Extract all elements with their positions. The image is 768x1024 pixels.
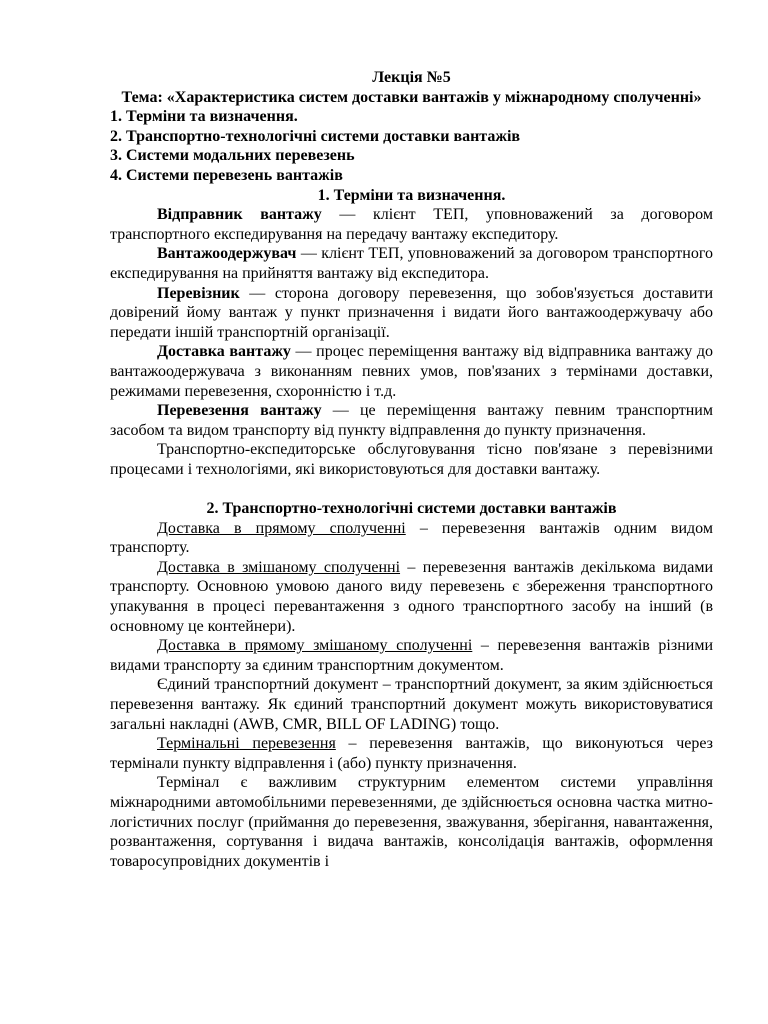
- section1-heading: 1. Терміни та визначення.: [317, 186, 506, 204]
- paragraph-terminal: [110, 773, 713, 871]
- paragraph-forwarding-service: [110, 440, 713, 479]
- paragraph-single-document: [110, 675, 713, 734]
- blank-line: [110, 479, 713, 499]
- definition-transportation: [110, 401, 713, 440]
- term-label: Перевізник: [157, 284, 240, 302]
- toc-item-3: 3. Системи модальних перевезень: [110, 147, 355, 165]
- toc-item-1: 1. Терміни та визначення.: [110, 108, 298, 126]
- term-label: Перевезення вантажу: [157, 402, 322, 420]
- lecture-topic: Тема: «Характеристика систем доставки вантажів у міжнародному сполученні»: [121, 88, 702, 106]
- definition-mixed-delivery: [110, 558, 713, 636]
- paragraph-text: Транспортно-експедиторське обслуговування тісно пов'язане з перевізними процесами і технологіями, які використовуються для доставки вантажу.: [110, 441, 713, 478]
- term-label: Доставка вантажу: [157, 343, 291, 361]
- term-label: Доставка в прямому змішаному сполученні: [157, 637, 473, 655]
- paragraph-text: Єдиний транспортний документ – транспортний документ, за яким здійснюється перевезення вантажу. Як єдиний транспортний документ можуть використовуватися загальні накладні (AWB, CMR, BILL OF LADING) тощо.: [110, 676, 713, 733]
- toc-item-2: 2. Транспортно-технологічні системи доставки вантажів: [110, 127, 521, 145]
- definition-text: — це переміщення вантажу певним транспортним засобом та видом транспорту від пункту відправлення до пункту призначення.: [110, 402, 713, 439]
- term-label: Відправник вантажу: [157, 206, 322, 224]
- definition-text: — сторона договору перевезення, що зобов'язується доставити довірений йому вантаж у пункт призначення і видати його вантажоодержувачу або передати іншій транспортній організації.: [110, 284, 713, 341]
- term-label: Термінальні перевезення: [157, 735, 336, 753]
- definition-direct-mixed-delivery: [110, 636, 713, 675]
- definition-consignee: [110, 244, 713, 283]
- definition-text: – перевезення вантажів, що виконуються через термінали пункту відправлення і (або) пункту призначення.: [110, 735, 714, 772]
- term-label: Доставка в змішаному сполученні: [157, 558, 401, 576]
- document-page: [110, 68, 713, 871]
- lecture-title: Лекція №5: [372, 69, 451, 86]
- table-of-contents: [110, 107, 713, 185]
- definition-terminal-transport: [110, 734, 713, 773]
- definition-text: – перевезення вантажів одним видом транспорту.: [110, 519, 713, 557]
- definition-direct-delivery: [110, 519, 713, 558]
- definition-sender: [110, 205, 713, 244]
- term-label: Вантажоодержувач: [157, 245, 297, 263]
- toc-item-4: 4. Системи перевезень вантажів: [110, 166, 343, 184]
- definition-text: — клієнт ТЕП, уповноважений за договором транспортного експедирування на передачу вантажу експедитору.: [110, 206, 713, 243]
- definition-text: – перевезення вантажів різними видами транспорту за єдиним транспортним документом.: [110, 637, 714, 674]
- paragraph-text: Термінал є важливим структурним елементом системи управління міжнародними автомобільними перевезеннями, де здійснюється основна частка митно-логістичних послуг (приймання до перевезення, зважування, зберігання, навантаження, розвантаження, сортування і видача вантажів, консолідація вантажів, оформлення товаросупровідних документів і: [110, 774, 713, 870]
- definition-delivery: [110, 342, 713, 401]
- section2-heading: 2. Транспортно-технологічні системи доставки вантажів: [206, 500, 617, 518]
- definition-text: — клієнт ТЕП, уповноважений за договором транспортного експедирування на прийняття вантажу від експедитора.: [110, 245, 713, 282]
- definition-carrier: [110, 284, 713, 343]
- term-label: Доставка в прямому сполученні: [157, 519, 406, 537]
- definition-text: – перевезення вантажів декількома видами транспорту. Основною умовою даного виду перевезень є збереження транспортного упакування в процесі перевантаження з одного транспортного засобу на інший (в основному це контейнери).: [110, 558, 714, 635]
- definition-text: — процес переміщення вантажу від відправника вантажу до вантажоодержувача з виконанням певних умов, пов'язаних з термінами доставки, режимами перевезення, схоронністю і т.д.: [110, 343, 713, 400]
